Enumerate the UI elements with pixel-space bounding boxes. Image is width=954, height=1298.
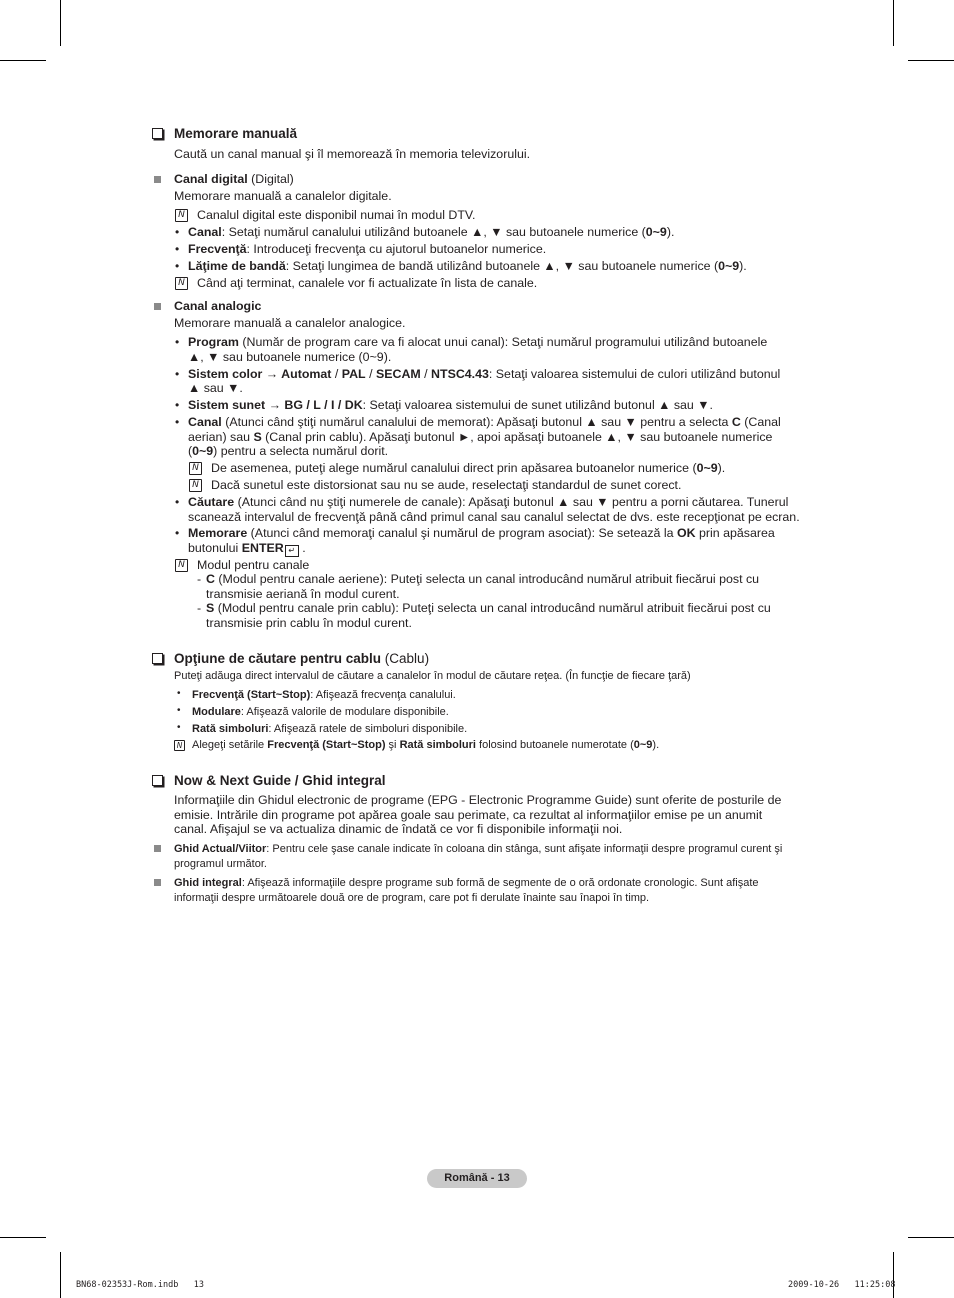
analog-channel-title: Canal analogic bbox=[174, 299, 262, 313]
bullet-icon: • bbox=[177, 722, 181, 733]
page-number-badge: Română - 13 bbox=[427, 1169, 527, 1188]
analog-bullet-store-line2: butonului ENTER ↵ . bbox=[188, 541, 306, 555]
analog-bullet-program: Program (Număr de program care va fi alocat unui canal): Setaţi numărul programului utilizând butoanele bbox=[188, 335, 768, 349]
section-title-manual-store: Memorare manuală bbox=[174, 126, 298, 141]
section-desc: Caută un canal manual şi îl memorează în memoria televizorului. bbox=[174, 147, 531, 161]
dash-icon: - bbox=[197, 572, 202, 586]
analog-bullet-color-system: Sistem color → Automat / PAL / SECAM / NTSC4.43: Setaţi valoarea sistemului de culori utilizând butonul bbox=[188, 367, 781, 381]
digital-note-2: Când aţi terminat, canalele vor fi actualizate în lista de canale. bbox=[197, 276, 538, 290]
analog-bullet-channel-line3: (0~9) pentru a selecta numărul dorit. bbox=[188, 444, 389, 458]
square-bullet-icon bbox=[154, 176, 161, 183]
digital-channel-title: Canal digital (Digital) bbox=[174, 172, 294, 186]
print-file-info: BN68-02353J-Rom.indb 13 bbox=[76, 1280, 204, 1290]
section-title-guide: Now & Next Guide / Ghid integral bbox=[174, 773, 386, 788]
analog-bullet-program-line2: ▲, ▼ sau butoanele numerice (0~9). bbox=[188, 350, 392, 364]
dash-icon: - bbox=[197, 601, 202, 615]
bullet-icon: • bbox=[175, 367, 180, 381]
square-bullet-icon bbox=[154, 879, 161, 886]
crop-mark bbox=[60, 0, 61, 46]
checkbox-bullet-icon bbox=[152, 775, 163, 786]
crop-mark bbox=[893, 0, 894, 46]
square-bullet-icon bbox=[154, 303, 161, 310]
guide-desc-line3: canal. Afişajul se va actualiza dinamic de îndată ce vor fi disponibile informaţii noi. bbox=[174, 822, 623, 836]
note-icon: N bbox=[175, 277, 188, 290]
checkbox-bullet-icon bbox=[152, 653, 163, 664]
bullet-icon: • bbox=[175, 495, 180, 509]
guide-full-line1: Ghid integral: Afişează informaţiile despre programe sub formă de segmente de o oră ordonate cronologic. Sunt afişate bbox=[174, 877, 759, 889]
digital-desc: Memorare manuală a canalelor digitale. bbox=[174, 189, 392, 203]
note-icon: N bbox=[175, 559, 188, 572]
crop-mark bbox=[908, 1237, 954, 1238]
analog-bullet-search: Căutare (Atunci când nu ştiţi numerele de canale): Apăsaţi butonul ▲ sau ▼ pentru a porni căutarea. Tunerul bbox=[188, 495, 789, 509]
bullet-icon: • bbox=[175, 335, 180, 349]
mode-note: Modul pentru canale bbox=[197, 558, 310, 572]
guide-desc-line1: Informaţiile din Ghidul electronic de programe (EPG - Electronic Programme Guide) sunt oferite de posturile de bbox=[174, 793, 782, 807]
print-timestamp: 2009-10-26 11:25:08 bbox=[788, 1280, 896, 1290]
cable-note: Alegeţi setările Frecvenţă (Start~Stop) şi Rată simboluri folosind butoanele numerotate (0~9). bbox=[192, 739, 660, 751]
analog-bullet-channel: Canal (Atunci când ştiţi numărul canalului de memorat): Apăsaţi butonul ▲ sau ▼ pentru a selecta C (Canal bbox=[188, 415, 781, 429]
square-bullet-icon bbox=[154, 845, 161, 852]
bullet-icon: • bbox=[175, 415, 180, 429]
note-icon: N bbox=[189, 479, 202, 492]
guide-now-next-line2: programul următor. bbox=[174, 858, 267, 870]
analog-desc: Memorare manuală a canalelor analogice. bbox=[174, 316, 406, 330]
checkbox-bullet-icon bbox=[152, 128, 163, 139]
mode-s-line1: S (Modul pentru canale prin cablu): Puteţi selecta un canal introducând numărul atribuit fiecărui post cu bbox=[206, 601, 771, 615]
bullet-icon: • bbox=[175, 225, 180, 239]
bullet-icon: • bbox=[177, 688, 181, 699]
cable-bullet-modulation: Modulare: Afişează valorile de modulare disponibile. bbox=[192, 706, 449, 718]
mode-c-line2: transmisie aeriană în modul curent. bbox=[206, 587, 400, 601]
digital-bullet-channel: Canal: Setaţi numărul canalului utilizând butoanele ▲, ▼ sau butoanele numerice (0~9). bbox=[188, 225, 675, 239]
mode-s-line2: transmisie prin cablu în modul curent. bbox=[206, 616, 412, 630]
analog-bullet-search-line2: scanează intervalul de frecvenţă până când primul canal sau canalul selectat de dvs. este recepţionat pe ecran. bbox=[188, 510, 800, 524]
enter-icon: ↵ bbox=[285, 545, 299, 557]
guide-desc-line2: emisie. Intrările din programe pot apărea goale sau perimate, ca rezultat al informaţiilor emise pe un anumit bbox=[174, 808, 763, 822]
note-icon: N bbox=[189, 462, 202, 475]
analog-channel-note-2: Dacă sunetul este distorsionat sau nu se aude, reselectaţi standardul de sunet corect. bbox=[211, 478, 682, 492]
bullet-icon: • bbox=[175, 398, 180, 412]
crop-mark bbox=[893, 1252, 894, 1298]
guide-full-line2: informaţii despre următoarele două ore de program, care pot fi derulate înainte sau înapoi în timp. bbox=[174, 892, 650, 904]
cable-bullet-symbol-rate: Rată simboluri: Afişează ratele de simboluri disponibile. bbox=[192, 723, 468, 735]
analog-bullet-sound-system: Sistem sunet → BG / L / I / DK: Setaţi valoarea sistemului de sunet utilizând butonul ▲ sau ▼. bbox=[188, 398, 713, 412]
mode-c-line1: C (Modul pentru canale aeriene): Puteţi selecta un canal introducând numărul atribuit fiecărui post cu bbox=[206, 572, 760, 586]
cable-bullet-frequency: Frecvenţă (Start~Stop): Afişează frecvenţa canalului. bbox=[192, 689, 456, 701]
crop-mark bbox=[0, 1237, 46, 1238]
bullet-icon: • bbox=[175, 259, 180, 273]
digital-bullet-bandwidth: Lăţime de bandă: Setaţi lungimea de bandă utilizând butoanele ▲, ▼ sau butoanele numerice (0~9). bbox=[188, 259, 747, 273]
bullet-icon: • bbox=[175, 526, 180, 540]
section-title-cable-search: Opţiune de căutare pentru cablu (Cablu) bbox=[174, 651, 430, 666]
crop-mark bbox=[0, 60, 46, 61]
digital-bullet-frequency: Frecvenţă: Introduceţi frecvenţa cu ajutorul butoanelor numerice. bbox=[188, 242, 547, 256]
guide-now-next-line1: Ghid Actual/Viitor: Pentru cele şase canale indicate în coloana din stânga, sunt afişate informaţii despre programul curent şi bbox=[174, 843, 783, 855]
bullet-icon: • bbox=[177, 705, 181, 716]
bullet-icon: • bbox=[175, 242, 180, 256]
crop-mark bbox=[60, 1252, 61, 1298]
crop-mark bbox=[908, 60, 954, 61]
digital-note-1: Canalul digital este disponibil numai în modul DTV. bbox=[197, 208, 476, 222]
analog-bullet-color-system-line2: ▲ sau ▼. bbox=[188, 381, 243, 395]
analog-bullet-channel-line2: aerian) sau S (Canal prin cablu). Apăsaţi butonul ►, apoi apăsaţi butoanele ▲, ▼ sau butoanele numerice bbox=[188, 430, 773, 444]
analog-channel-note-1: De asemenea, puteţi alege numărul canalului direct prin apăsarea butoanelor numerice (0~9). bbox=[211, 461, 726, 475]
note-icon: N bbox=[174, 740, 185, 751]
note-icon: N bbox=[175, 209, 188, 222]
cable-desc: Puteţi adăuga direct intervalul de căutare a canalelor în modul de căutare reţea. (În funcţie de fiecare ţară) bbox=[174, 670, 691, 682]
analog-bullet-store: Memorare (Atunci când memoraţi canalul şi numărul de program asociat): Se setează la OK prin apăsarea bbox=[188, 526, 775, 540]
